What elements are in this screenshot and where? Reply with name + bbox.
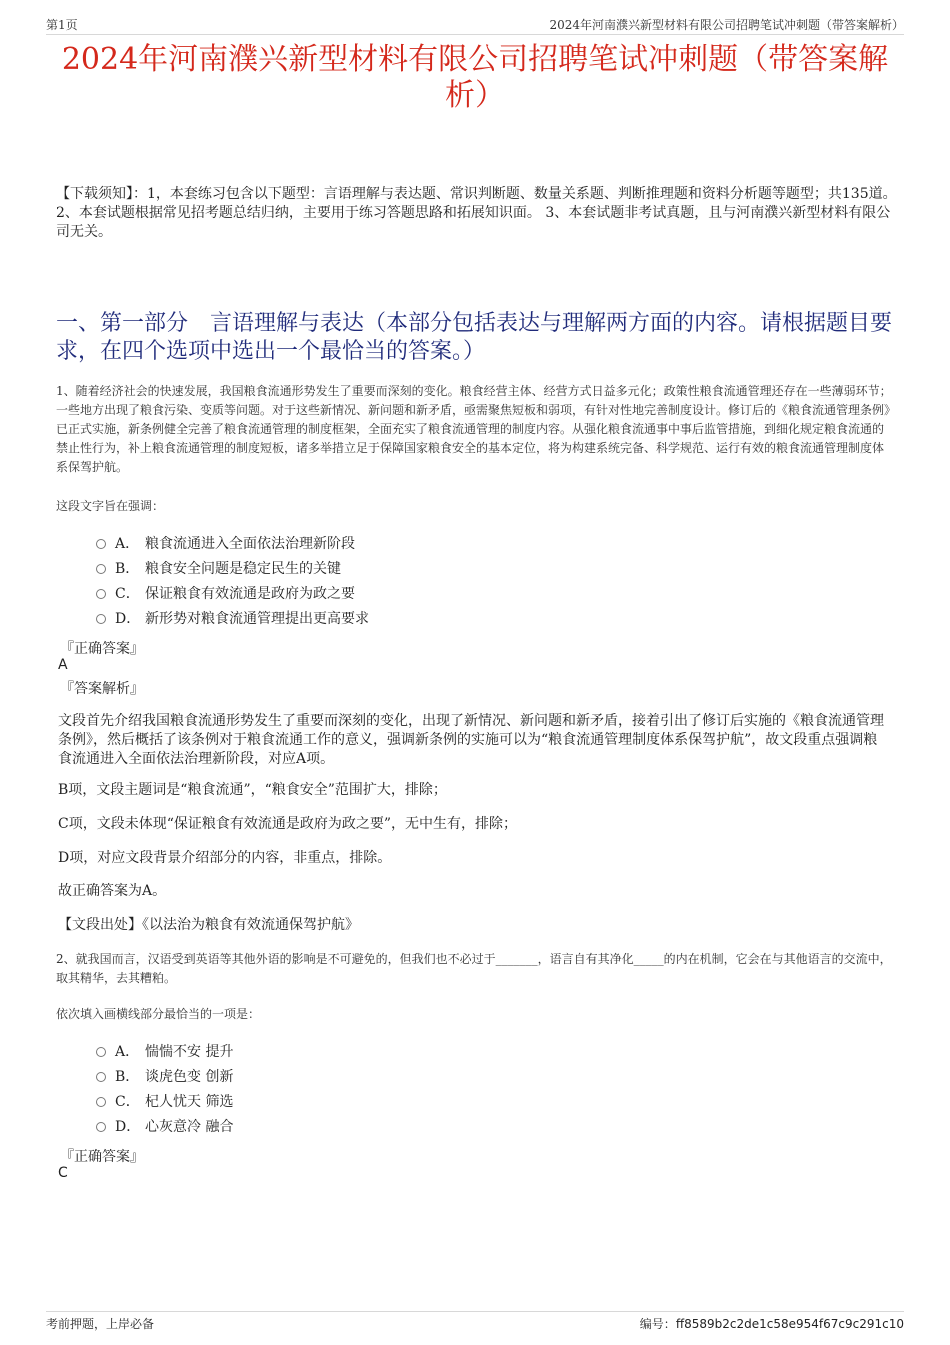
- option-letter: A．: [115, 1043, 140, 1060]
- option-text: 心灰意冷 融合: [145, 1118, 234, 1135]
- option-d[interactable]: [96, 605, 369, 630]
- option-text: 保证粮食有效流通是政府为政之要: [145, 585, 355, 602]
- option-a[interactable]: [96, 1038, 233, 1063]
- footer-slogan: 考前押题，上岸必备: [46, 1317, 155, 1331]
- option-letter: D．: [115, 610, 141, 627]
- question-1-options: [96, 530, 369, 630]
- analysis-paragraph: C项，文段未体现“保证粮食有效流通是政府为政之要”，无中生有，排除；: [58, 816, 518, 832]
- answer-value: A: [58, 657, 68, 673]
- footer-code-value: ff8589b2c2de1c58e954f67c9c291c10: [675, 1317, 904, 1331]
- option-c[interactable]: [96, 1088, 233, 1113]
- footer-divider: [46, 1311, 904, 1312]
- option-text: 谈虎色变 创新: [145, 1068, 234, 1085]
- option-text: 粮食流通进入全面依法治理新阶段: [145, 535, 355, 552]
- radio-icon[interactable]: [96, 1097, 106, 1107]
- question-2-prompt: 依次填入画横线部分最恰当的一项是：: [56, 1007, 261, 1021]
- page-header: [46, 14, 904, 35]
- option-letter: B．: [115, 560, 140, 577]
- option-text: 惴惴不安 提升: [145, 1043, 234, 1060]
- option-b[interactable]: [96, 1063, 233, 1088]
- answer-label: 『正确答案』: [60, 1149, 144, 1165]
- analysis-paragraph: D项，对应文段背景介绍部分的内容，非重点，排除。: [58, 850, 392, 866]
- download-notice: 【下载须知】：1，本套练习包含以下题型：言语理解与表达题、常识判断题、数量关系题、判断推理题和资料分析题等题型；共135道。 2、本套试题根据常见招考题总结归纳，主要用于练习答题思路和拓展知识面。 3、本套试题非考试真题，且与河南濮兴新型材料有限公司无关。: [56, 186, 897, 240]
- radio-icon[interactable]: [96, 1047, 106, 1057]
- radio-icon[interactable]: [96, 539, 106, 549]
- question-2-text: 2、就我国而言，汉语受到英语等其他外语的影响是不可避免的，但我们也不必过于_______，语言自有其净化_____的内在机制，它会在与其他语言的交流中，取其精华，去其糟粕。: [56, 952, 892, 985]
- radio-icon[interactable]: [96, 1072, 106, 1082]
- analysis-label: 『答案解析』: [60, 681, 144, 697]
- answer-label: 『正确答案』: [60, 641, 144, 657]
- option-d[interactable]: [96, 1113, 233, 1138]
- radio-icon[interactable]: [96, 564, 106, 574]
- section-title: 一、第一部分 言语理解与表达（本部分包括表达与理解两方面的内容。请根据题目要求，在四个选项中选出一个最恰当的答案。）: [56, 311, 893, 364]
- option-a[interactable]: [96, 530, 369, 555]
- radio-icon[interactable]: [96, 614, 106, 624]
- option-letter: A．: [115, 535, 140, 552]
- option-c[interactable]: [96, 580, 369, 605]
- option-letter: B．: [115, 1068, 140, 1085]
- analysis-paragraph: 文段首先介绍我国粮食流通形势发生了重要而深刻的变化，出现了新情况、新问题和新矛盾，接着引出了修订后实施的《粮食流通管理条例》，然后概括了该条例对于粮食流通工作的意义，强调新条例的实施可以为“粮食流通管理制度体系保驾护航”，故文段重点强调粮食流通进入全面依法治理新阶段，对应A项。: [58, 713, 884, 767]
- footer-code-label: 编号：: [639, 1317, 676, 1331]
- answer-value: C: [58, 1165, 68, 1181]
- option-letter: C．: [115, 1093, 140, 1110]
- question-1-prompt: 这段文字旨在强调：: [56, 499, 165, 513]
- question-2-options: [96, 1038, 233, 1138]
- option-b[interactable]: [96, 555, 369, 580]
- analysis-paragraph: 故正确答案为A。: [58, 883, 167, 899]
- header-doc-title: 2024年河南濮兴新型材料有限公司招聘笔试冲刺题（带答案解析）: [549, 18, 904, 32]
- question-1-text: 1、随着经济社会的快速发展，我国粮食流通形势发生了重要而深刻的变化。粮食经营主体、经营方式日益多元化；政策性粮食流通管理还存在一些薄弱环节；一些地方出现了粮食污染、变质等问题。对于这些新情况、新问题和新矛盾，亟需聚焦短板和弱项，有针对性地完善制度设计。修订后的《粮食流通管理条例》已正式实施，新条例健全完善了粮食流通管理的制度框架，全面充实了粮食流通管理的制度内容。从强化粮食流通事中事后监管措施，到细化规定粮食流通的禁止性行为，补上粮食流通管理的制度短板，诸多举措立足于保障国家粮食安全的基本定位，将为构建系统完备、科学规范、运行有效的粮食流通管理制度体系保驾护航。: [56, 384, 892, 474]
- document-title: 2024年河南濮兴新型材料有限公司招聘笔试冲刺题（带答案解析）: [61, 42, 889, 113]
- text-source: 【文段出处】《以法治为粮食有效流通保驾护航》: [58, 917, 359, 933]
- option-text: 杞人忧天 筛选: [145, 1093, 234, 1110]
- radio-icon[interactable]: [96, 589, 106, 599]
- radio-icon[interactable]: [96, 1122, 106, 1132]
- option-letter: D．: [115, 1118, 141, 1135]
- option-text: 新形势对粮食流通管理提出更高要求: [145, 610, 369, 627]
- option-text: 粮食安全问题是稳定民生的关键: [145, 560, 341, 577]
- option-letter: C．: [115, 585, 140, 602]
- analysis-paragraph: B项，文段主题词是“粮食流通”，“粮食安全”范围扩大，排除；: [58, 782, 447, 798]
- footer-code: [640, 1315, 904, 1332]
- page-number: 第1页: [46, 18, 78, 32]
